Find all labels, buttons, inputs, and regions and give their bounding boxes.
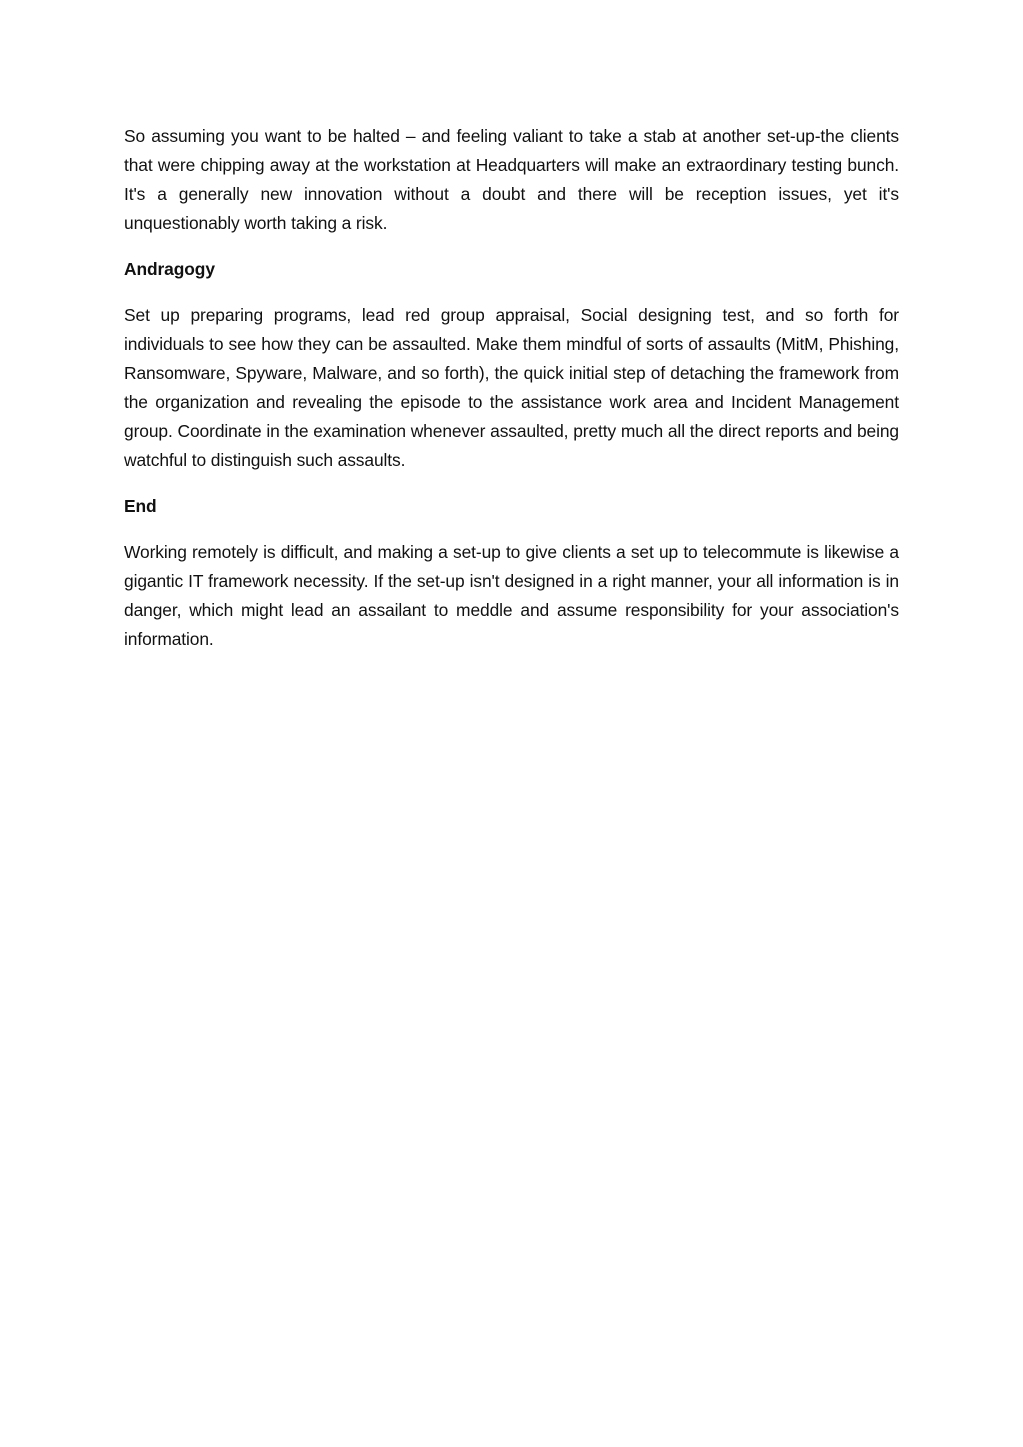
end-paragraph: Working remotely is difficult, and making a set-up to give clients a set up to telecommute is likewise a gigantic IT framework necessity. If the set-up isn't designed in a right manner, your all information is in danger, which might lead an assailant to meddle and assume responsibility for your association's information. [124,542,899,649]
section-heading-andragogy: Andragogy [124,259,215,279]
intro-paragraph: So assuming you want to be halted – and feeling valiant to take a stab at another set-up-the clients that were chipping away at the workstation at Headquarters will make an extraordinary testing bunch. It's a generally new innovation without a doubt and there will be reception issues, yet it's unquestionably worth taking a risk. [124,126,899,233]
document-body [124,122,899,671]
andragogy-paragraph: Set up preparing programs, lead red group appraisal, Social designing test, and so forth for individuals to see how they can be assaulted. Make them mindful of sorts of assaults (MitM, Phishing, Ransomware, Spyware, Malware, and so forth), the quick initial step of detaching the framework from the organization and revealing the episode to the assistance work area and Incident Management group. Coordinate in the examination whenever assaulted, pretty much all the direct reports and being watchful to distinguish such assaults. [124,305,899,470]
section-heading-end: End [124,496,157,516]
